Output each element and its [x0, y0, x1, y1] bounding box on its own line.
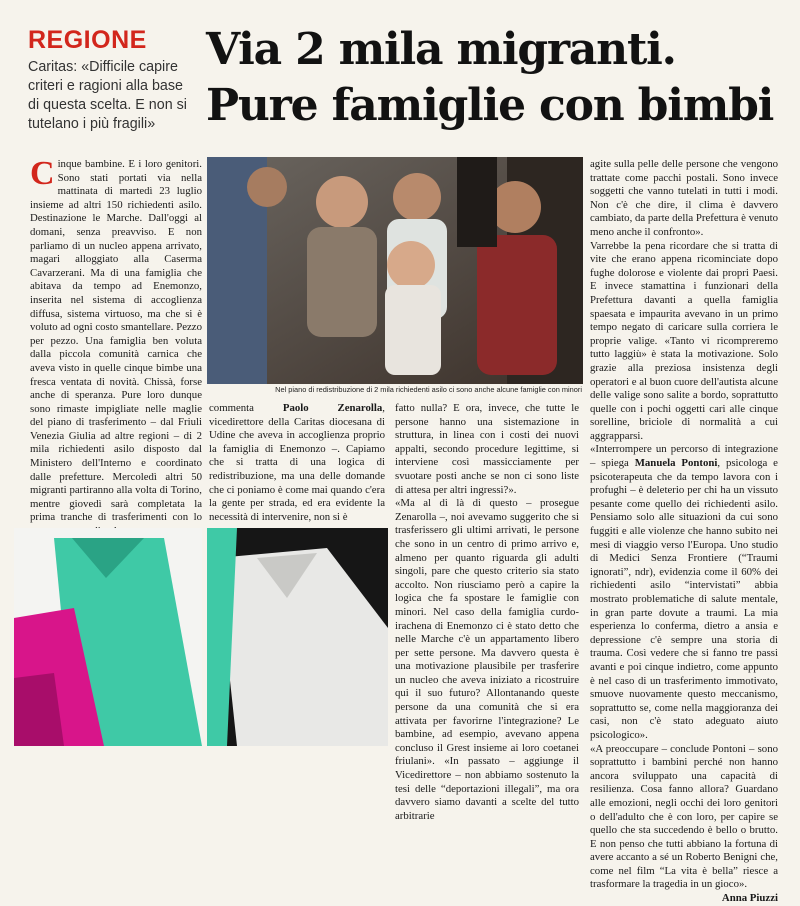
column4-p2: Varrebbe la pena ricordare che si tratta di vite che erano appena ricominciate dopo fughe dolorose e violente dai propri Paesi. E invece stamattina i funzionari della Prefettura davanti a quella famiglia spaesata e impaurita avevano in un primo tempo negato di caricare sulla corriera le proprie valige. «Tanto vi ricompreremo tutto laggiù» è stata la motivazione. Solo grazie alla preziosa insistenza degli operatori e al buon cuore dell'autista alcune delle valige sono salite a bordo, soprattutto quelle con i pochi oggetti cari alle cinque sorelline, briciole di normalità a cui aggrapparsi.	[590, 239, 778, 442]
article-column-4	[590, 158, 778, 906]
author-byline: Anna Piuzzi	[721, 892, 778, 905]
column4-p1: agite sulla pelle delle persone che vengono trattate come pacchi postali. Sono invece soggetti che vanno tutelati in tutti i modi. Non c'è che dire, il clima è davvero cambiato, da parte della Prefettura è venuto meno anche il confronto».	[590, 158, 778, 238]
column4-p3-text: , psicologa e psicoterapeuta che da tempo lavora con i profughi – è deleterio per chi ha un vissuto pesante come quello dei richiedenti asilo. Pensiamo solo alle situazioni da cui sono fuggiti e alle violenze che hanno subito nei mesi di viaggio verso l'Europa. Uno studio di Medici Senza Frontiere (“Traumi ignorati”, ndr), evidenzia come il 60% dei richiedenti asilo “intervistati” abbia mostrato problematiche di salute mentale, in gran parte dovute a traumi. La mia esperienza lo conferma, dietro a ansia e depressione c'è sempre una storia di trauma. Così vedere che si fanno tre passi avanti e poi cinque indietro, come appunto è nel caso di un trasferimento immotivato, smuove nuovamente questo meccanismo, soprattutto se, come nella maggioranza dei casi, non c'è stato adeguato aiuto psicologico».	[590, 457, 778, 741]
headline: Via 2 mila migranti. Pure famiglie con bimbi	[206, 24, 774, 131]
person-name: Paolo Zenarolla	[282, 402, 383, 414]
photo-caption: Nel piano di redistribuzione di 2 mila richiedenti asilo ci sono anche alcune famiglie con minori	[275, 385, 582, 394]
section-kicker: REGIONE	[28, 26, 147, 54]
column4-p3-lead: «Interrompere un percorso di integrazione – spiega	[590, 443, 778, 470]
column3-p2: «Ma al di là di questo – prosegue Zenarolla –, noi avevamo suggerito che si trasferissero gli ultimi arrivati, le persone che sono in un centro di primo arrivo e, almeno per quanto riguarda gli adulti singoli, pare che questo criterio sia stato accolto. Non riusciamo però a capire la logica che fa spostare le famiglie con minori. Nel caso della famiglia curdo-irachena di Enemonzo ci è stato detto che nelle Marche c'è un appartamento libero per sette persone. Ma davvero questa è una motivazione plausibile per trasferire un nucleo che aveva iniziato a ricostruire qui il suo futuro? Allontanando queste persone da una comunità che si era attivata per favorirne l'integrazione? Le bambine, ad esempio, avevano appena concluso il Grest insieme ai loro coetanei friulani». «In passato – aggiunge il Vicedirettore – non abbiamo sostenuto la tesi delle “deportazioni illegali”, ma ora davvero siamo davanti a scelte del tutto arbitrarie	[395, 497, 579, 822]
column2-text: , vicedirettore della Caritas diocesana di Udine che aveva in accoglienza proprio la famiglia di Enemonzo –. Capiamo che si tratta di una logica di redistribuzione, ma una delle domande che ci poniamo è come mai quando c'era la gente per strada, ed era evidente la necessità di intervenire, non si è	[209, 402, 385, 523]
dropcap: C	[30, 155, 55, 192]
column4-p4: «A preoccupare – conclude Pontoni – sono soprattutto i bambini perché non hanno ancora sviluppato una capacità di resilienza. Cosa fanno allora? Guardano alle emozioni, negli occhi dei loro genitori o dell'adulto che è con loro, per capire se quello che sta succedendo è bello o brutto. E non penso che tutti abbiano la fortuna di avere accanto a sé un Roberto Benigni che, come nel film “La vita è bella” riesce a trasformare la tragedia in un gioco».	[590, 742, 778, 891]
subheadline: Caritas: «Difficile capire criteri e ragioni alla base di questa scelta. E non si tutelano i più fragili»	[28, 59, 187, 132]
refugee-children-photo	[207, 157, 583, 384]
column2-lead: commenta	[209, 402, 283, 414]
column3-p1: fatto nulla? E ora, invece, che tutte le persone hanno una sistemazione in struttura, in linea con i costi dei nuovi appalti, secondo procedure legittime, si interviene così massicciamente per svuotare posti anche se non ci sono liste di attesa per altri ingressi?».	[395, 402, 579, 496]
article-column-3	[395, 402, 579, 823]
vestments-photo-right	[207, 528, 388, 746]
article-column-2	[209, 402, 385, 524]
vestments-photo-left	[14, 528, 202, 746]
column1-text: inque bambine. E i loro genitori. Sono stati portati via nella mattinata di martedì 23 luglio insieme ad altri 150 richiedenti asilo. Destinazione le Marche. Dall'oggi al domani, senza preavviso. E non parliamo di un nucleo appena arrivato, magari alloggiato alla Caserma Cavarzerani. Ma di una famiglia che abitava da tempo ad Enemonzo, inserita nel sistema di accoglienza diffusa, sistema virtuoso, ma che si è voluto ad ogni costo smantellare. Pezzo per pezzo. Una famiglia ben voluta dalla piccola comunità carnica che aveva visto in quelle cinque bimbe una fresca ventata di novità. Chissà, forse anche di speranza. Pure loro dunque sono rimaste impigliate nelle maglie del piano di trasferimento – dal Friuli Venezia Giulia ad altre regioni – di 2 mila richiedenti asilo disposto dal Ministero dell'Interno e coordinato dalle prefetture. Mercoledì altri 50 migranti partiranno alla volta di Torino, mentre giovedì sarà completata la prima tranche di trasferimenti con lo	[30, 158, 202, 524]
person-name-2: Manuela Pontoni	[634, 457, 718, 470]
